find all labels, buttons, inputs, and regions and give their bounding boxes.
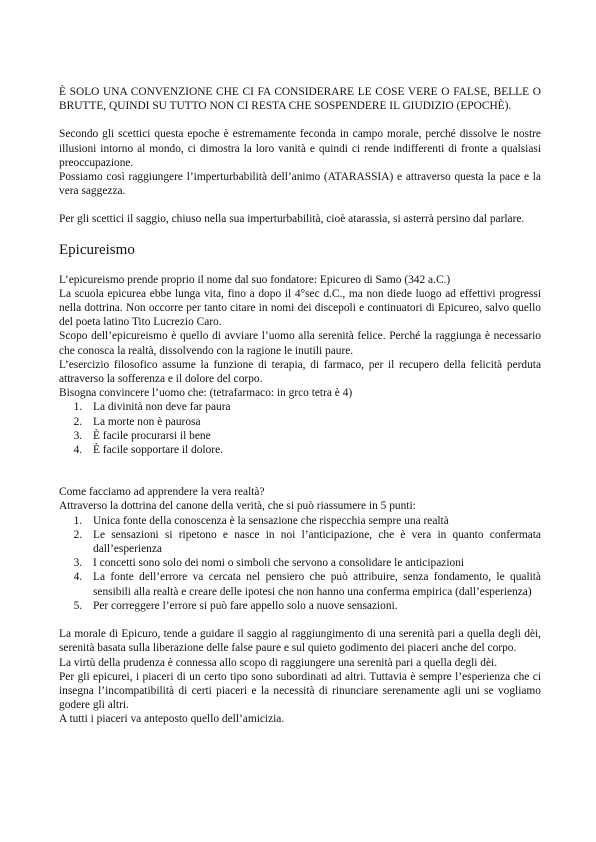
list-item: 5. Per correggere l’errore si può fare appello solo a nuove sensazioni.: [85, 599, 541, 613]
canone-list: [59, 514, 541, 613]
prudenza-paragraph: La virtù della prudenza è connessa allo scopo di raggiungere una serenità pari a quella degli dèi.: [59, 656, 498, 669]
canone-intro: Attraverso la dottrina del canone della verità, che si può riassumere in 5 punti:: [59, 500, 416, 513]
atarassia-paragraph: Possiamo così raggiungere l’imperturbabilità dell’animo (ATARASSIA) e attraverso questa la pace e la vera saggezza.: [59, 171, 541, 198]
question-paragraph: Come facciamo ad apprendere la vera realtà?: [59, 486, 265, 499]
document-page: [59, 85, 541, 727]
list-item: 2. Le sensazioni si ripetono e nasce in noi l’anticipazione, che è vera in quanto confermata dall’esperienza: [85, 528, 541, 556]
list-item: 2. La morte non è paurosa: [85, 415, 541, 429]
epicureism-name-paragraph: L’epicureismo prende proprio il nome dal suo fondatore: Epicureo di Samo (342 a.C.): [59, 273, 451, 286]
epoche-paragraph: Secondo gli scettici questa epoche è estremamente feconda in campo morale, perché dissolve le nostre illusioni intorno al mondo, ci dimostra la loro vanità e quindi ci rende indifferenti di fronte a qualsiasi preoccupazione.: [59, 128, 541, 169]
list-item: 4. La fonte dell’errore va cercata nel pensiero che può attribuire, senza fondamento, le qualità sensibili alla realtà e creare delle ipotesi che non hanno una conferma empirica (dall’esperienza): [85, 570, 541, 598]
goal-paragraph: Scopo dell’epicureismo è quello di avviare l’uomo alla serenità felice. Perché la raggiunga è necessario che conosca la realtà, dissolvendo con la ragione le inutili paure.: [59, 330, 541, 357]
list-item: 3. È facile procurarsi il bene: [85, 429, 541, 443]
list-item: 1. Unica fonte della conoscenza è la sensazione che rispecchia sempre una realtà: [85, 514, 541, 528]
school-paragraph: La scuola epicurea ebbe lunga vita, fino a dopo il 4°sec d.C., ma non diede luogo ad effettivi progressi nella dottrina. Non occorre per tanto citare in nomi dei discepoli e continuatori di Epicureo, salvo quello del poeta latino Tito Lucrezio Caro.: [59, 287, 541, 329]
section-heading: Epicureismo: [59, 241, 135, 258]
list-item: 4. È facile sopportare il dolore.: [85, 443, 541, 457]
sage-paragraph: Per gli scettici il saggio, chiuso nella sua imperturbabilità, cioè atarassia, si asterrà persino dal parlare.: [59, 213, 525, 226]
tetrafarmaco-list: [59, 400, 541, 457]
tetrafarmaco-intro: Bisogna convincere l’uomo che: (tetrafarmaco: in grco tetra è 4): [59, 387, 353, 400]
piaceri-paragraph: Per gli epicurei, i piaceri di un certo tipo sono subordinati ad altri. Tuttavia è sempre l’esperienza che ci insegna l’incompatibilità di certi piaceri e la necessità di rinunciare serenamente agli uni se vogliamo godere gli altri.: [59, 670, 541, 712]
amicizia-paragraph: A tutti i piaceri va anteposto quello dell’amicizia.: [59, 713, 285, 726]
morale-paragraph: La morale di Epicuro, tende a guidare il saggio al raggiungimento di una serenità pari a quella degli dèi, serenità basata sulla liberazione delle false paure e sul quieto godimento dei piaceri anche del corpo.: [59, 628, 541, 655]
list-item: 3. I concetti sono solo dei nomi o simboli che servono a consolidare le anticipazioni: [85, 556, 541, 570]
therapy-paragraph: L’esercizio filosofico assume la funzione di terapia, di farmaco, per il recupero della felicità perduta attraverso la sofferenza e il dolore del corpo.: [59, 358, 541, 386]
list-item: 1. La divinità non deve far paura: [85, 400, 541, 414]
scepticism-thesis: È SOLO UNA CONVENZIONE CHE CI FA CONSIDERARE LE COSE VERE O FALSE, BELLE O BRUTTE, QUINDI SU TUTTO NON CI RESTA CHE SOSPENDERE IL GIUDIZIO (EPOCHÈ).: [59, 86, 541, 113]
